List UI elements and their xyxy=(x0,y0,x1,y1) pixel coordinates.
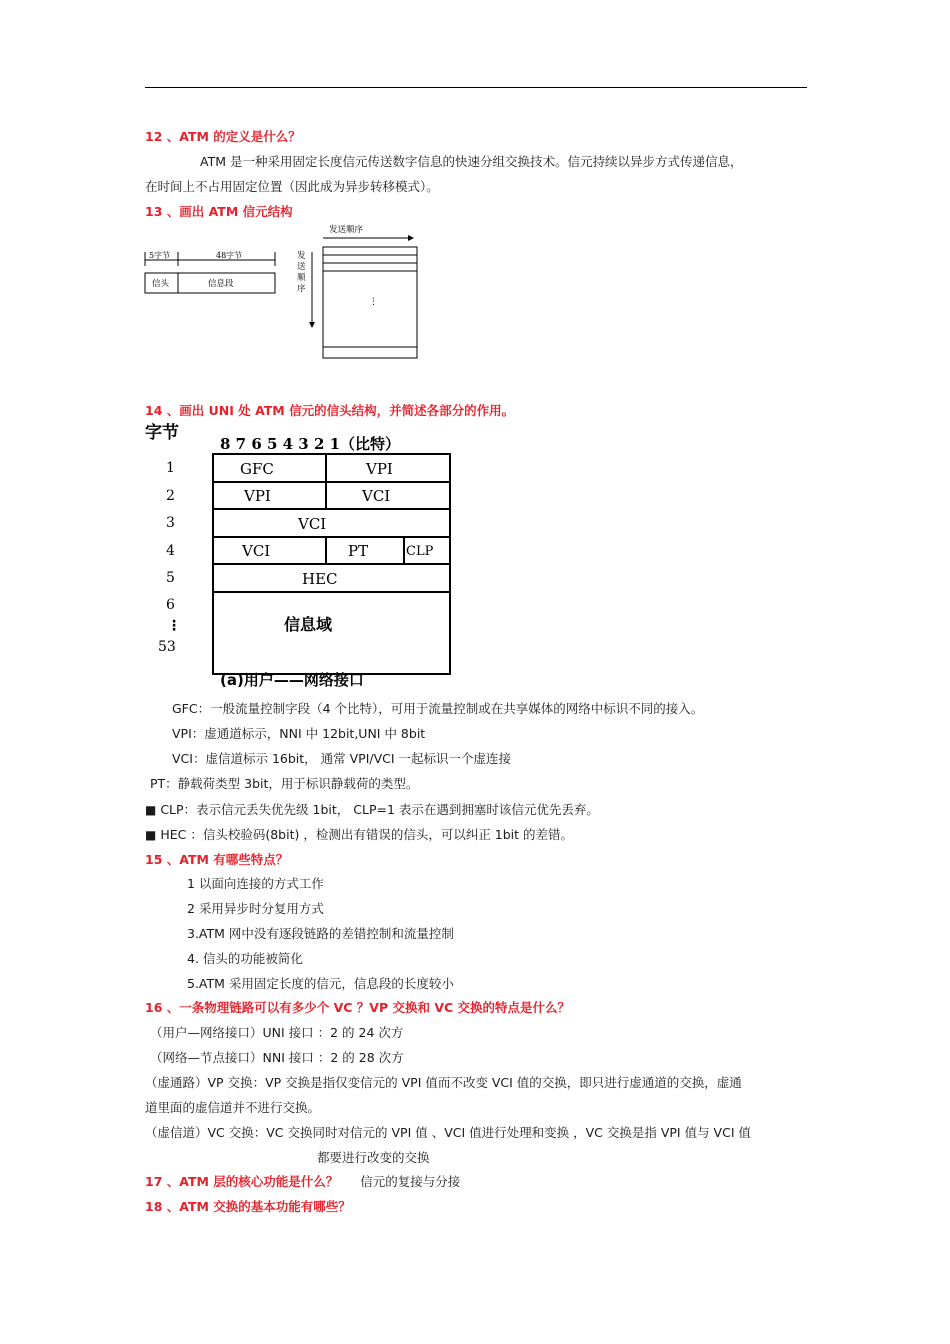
vci-description: VCI：虚信道标示 16bit， 通常 VPI/VCI 一起标识一个虚连接 xyxy=(172,751,512,766)
gfc-description: GFC：一般流量控制字段（4 个比特），可用于流量控制或在共享媒体的网络中标识不同的接入。 xyxy=(172,701,704,716)
question-16-title: 16 、一条物理链路可以有多少个 VC ？VP 交换和 VC 交换的特点是什么？ xyxy=(145,1000,571,1015)
nni-vc-count: （网络—节点接口）NNI 接口 ：2 的 28 次方 xyxy=(150,1050,404,1065)
feature-item-2: 2 采用异步时分复用方式 xyxy=(187,901,324,916)
clp-text: CLP：表示信元丢失优先级 1bit， CLP=1 表示在遇到拥塞时该信元优先丢弃。 xyxy=(160,802,599,817)
vc-switch-line2: 都要进行改变的交换 xyxy=(317,1150,430,1165)
vc-switch-line1: （虚信道）VC 交换：VC 交换同时对信元的 VPI 值 、VCI 值进行处理和变换 ，VC 交换是指 VPI 值与 VCI 值 xyxy=(145,1125,752,1140)
bullet-square-icon: ■ xyxy=(145,828,157,842)
field-vpi-row2: VPI xyxy=(244,487,271,505)
feature-item-3: 3.ATM 网中没有逐段链路的差错控制和流量控制 xyxy=(187,926,454,941)
field-info: 信息域 xyxy=(284,615,333,634)
atm-cell-structure-figure xyxy=(140,240,290,300)
send-order-top-label: 发送顺序 xyxy=(329,225,364,235)
field-vci-row4: VCI xyxy=(242,542,271,560)
row-number-2: 2 xyxy=(166,488,175,504)
vpi-description: VPI：虚通道标示，NNI 中 12bit,UNI 中 8bit xyxy=(172,726,426,741)
question-12-answer-line2: 在时间上不占用固定位置（因此成为异步转移模式）。 xyxy=(145,179,439,194)
question-17-title: 17 、ATM 层的核心功能是什么？ xyxy=(145,1174,339,1189)
field-pt: PT xyxy=(348,542,369,560)
vp-switch-line2: 道里面的虚信道并不进行交换。 xyxy=(145,1100,321,1115)
pt-description: PT：静载荷类型 3bit，用于标识静载荷的类型。 xyxy=(150,776,419,791)
feature-item-4: 4. 信头的功能被简化 xyxy=(187,951,303,966)
question-15-title: 15 、ATM 有哪些特点？ xyxy=(145,852,289,867)
bullet-square-icon: ■ xyxy=(145,803,157,817)
question-14-title: 14 、画出 UNI 处 ATM 信元的信头结构，并简述各部分的作用。 xyxy=(145,403,515,418)
row-number-ellipsis: ⋮ xyxy=(167,618,181,634)
send-order-side-char-3: 顺 xyxy=(297,273,306,283)
uni-vc-count: （用户—网络接口）UNI 接口 ：2 的 24 次方 xyxy=(150,1025,404,1040)
row-number-53: 53 xyxy=(158,639,176,655)
uni-cell-header-figure xyxy=(140,420,540,690)
cell-send-order-figure xyxy=(295,222,425,362)
clp-description xyxy=(145,801,599,819)
ellipsis-glyph: ⋮ xyxy=(369,297,378,307)
question-12-answer-line1: ATM 是一种采用固定长度信元传送数字信息的快速分组交换技术。信元持续以异步方式传递信息， xyxy=(200,154,743,169)
hec-text: HEC ：信头校验码(8bit) ，检测出有错误的信头，可以纠正 1bit 的差错。 xyxy=(160,827,574,842)
row-number-6: 6 xyxy=(166,597,175,613)
send-order-side-char-2: 送 xyxy=(297,262,306,272)
row-number-3: 3 xyxy=(166,515,175,531)
cell-header-label: 信头 xyxy=(152,279,170,289)
field-vci-row3: VCI xyxy=(298,515,327,533)
feature-item-5: 5.ATM 采用固定长度的信元，信息段的长度较小 xyxy=(187,976,454,991)
field-gfc: GFC xyxy=(240,460,274,478)
five-byte-label: 5字节 xyxy=(149,251,171,260)
question-12-title: 12 、ATM 的定义是什么？ xyxy=(145,129,301,144)
field-vpi-row1: VPI xyxy=(366,460,393,478)
row-number-4: 4 xyxy=(166,543,175,559)
row-number-1: 1 xyxy=(166,460,175,476)
field-hec: HEC xyxy=(302,570,338,588)
question-18-title: 18 、ATM 交换的基本功能有哪些？ xyxy=(145,1199,351,1214)
question-13-title: 13 、画出 ATM 信元结构 xyxy=(145,204,293,219)
row-number-5: 5 xyxy=(166,570,175,586)
question-17-answer: 信元的复接与分接 xyxy=(360,1174,461,1189)
forty-eight-byte-label: 48字节 xyxy=(216,251,243,260)
hec-description xyxy=(145,826,573,844)
cell-payload-label: 信息段 xyxy=(208,279,234,289)
header-rule xyxy=(145,87,807,88)
vp-switch-line1: （虚通路）VP 交换：VP 交换是指仅变信元的 VPI 值而不改变 VCI 值的交换，即只进行虚通道的交换，虚通 xyxy=(145,1075,742,1090)
field-clp: CLP xyxy=(406,544,434,559)
question-17 xyxy=(145,1173,460,1191)
feature-item-1: 1 以面向连接的方式工作 xyxy=(187,876,324,891)
send-order-side-char-1: 发 xyxy=(297,251,306,261)
bit-header-label: 8 7 6 5 4 3 2 1（比特） xyxy=(220,435,401,453)
figure-caption: (a)用户——网络接口 xyxy=(220,671,364,689)
send-order-side-char-4: 序 xyxy=(297,284,306,294)
field-vci-row2: VCI xyxy=(362,487,391,505)
byte-axis-label: 字节 xyxy=(145,423,179,443)
